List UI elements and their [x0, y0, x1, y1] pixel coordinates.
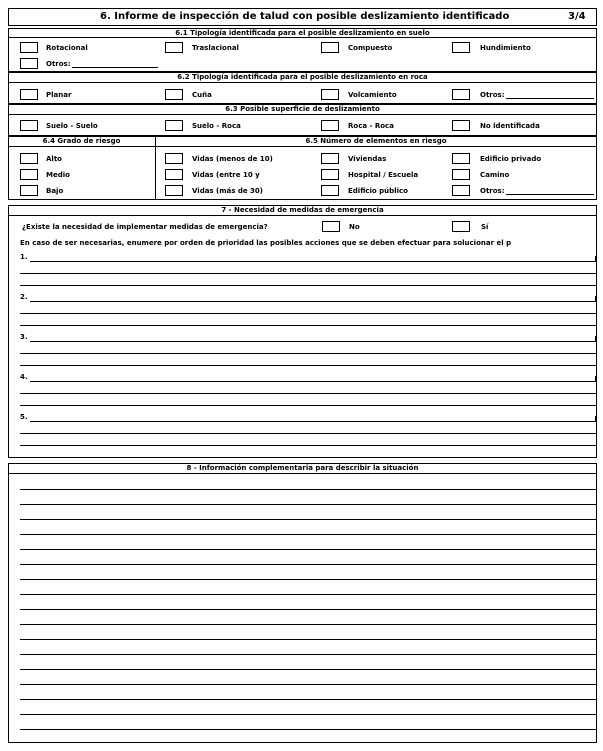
info-line[interactable]: [20, 609, 596, 610]
otros-suelo-line[interactable]: [72, 67, 158, 68]
action-line[interactable]: [30, 261, 596, 262]
action-line[interactable]: [20, 325, 596, 326]
checkbox-hundimiento[interactable]: [452, 42, 470, 53]
section-7-title: 7 - Necesidad de medidas de emergencia: [221, 206, 384, 214]
section-8: [8, 463, 597, 743]
checkbox-rotacional[interactable]: [20, 42, 38, 53]
info-line[interactable]: [20, 639, 596, 640]
info-line[interactable]: [20, 624, 596, 625]
info-line[interactable]: [20, 684, 596, 685]
section-6-3-title: 6.3 Posible superficie de deslizamiento: [225, 105, 380, 113]
label-si: Sí: [481, 223, 489, 231]
section-6-1-title: 6.1 Tipología identificada para el posible deslizamiento en suelo: [175, 29, 430, 37]
checkbox-traslacional[interactable]: [165, 42, 183, 53]
action-line[interactable]: [20, 445, 596, 446]
checkbox-roca-roca[interactable]: [321, 120, 339, 131]
label-traslacional: Traslacional: [192, 44, 239, 52]
label-roca-roca: Roca - Roca: [348, 122, 394, 130]
action-line[interactable]: [20, 313, 596, 314]
line-end-tick: [595, 296, 596, 301]
checkbox-cuna[interactable]: [165, 89, 183, 100]
action-number: 2.: [20, 293, 28, 301]
action-line[interactable]: [20, 353, 596, 354]
label-alto: Alto: [46, 155, 62, 163]
checkbox-suelo-suelo[interactable]: [20, 120, 38, 131]
info-line[interactable]: [20, 714, 596, 715]
info-line[interactable]: [20, 519, 596, 520]
checkbox-camino[interactable]: [452, 169, 470, 180]
checkbox-bajo[interactable]: [20, 185, 38, 196]
action-line[interactable]: [20, 433, 596, 434]
label-medio: Medio: [46, 171, 70, 179]
checkbox-edificio-publico[interactable]: [321, 185, 339, 196]
checkbox-vidas-menos-10[interactable]: [165, 153, 183, 164]
checkbox-volcamiento[interactable]: [321, 89, 339, 100]
label-edificio-privado: Edificio privado: [480, 155, 542, 163]
label-edificio-publico: Edificio público: [348, 187, 408, 195]
label-rotacional: Rotacional: [46, 44, 88, 52]
info-line[interactable]: [20, 564, 596, 565]
form-title: 6. Informe de inspección de talud con posible deslizamiento identificado: [100, 11, 510, 22]
actions-instruction: En caso de ser necesarias, enumere por orden de prioridad las posibles acciones que se deben efectuar para solucionar el p: [20, 239, 512, 247]
action-line[interactable]: [20, 365, 596, 366]
label-bajo: Bajo: [46, 187, 64, 195]
info-line[interactable]: [20, 669, 596, 670]
info-line[interactable]: [20, 729, 596, 730]
label-otros-roca: Otros:: [480, 91, 505, 99]
label-cuna: Cuña: [192, 91, 212, 99]
action-line[interactable]: [20, 285, 596, 286]
action-line[interactable]: [30, 421, 596, 422]
info-line[interactable]: [20, 699, 596, 700]
info-line[interactable]: [20, 594, 596, 595]
line-end-tick: [595, 256, 596, 261]
checkbox-hospital-escuela[interactable]: [321, 169, 339, 180]
emergency-question: ¿Existe la necesidad de implementar medidas de emergencia?: [22, 223, 268, 231]
label-camino: Camino: [480, 171, 510, 179]
action-number: 4.: [20, 373, 28, 381]
action-line[interactable]: [30, 381, 596, 382]
label-compuesto: Compuesto: [348, 44, 393, 52]
label-hospital-escuela: Hospital / Escuela: [348, 171, 419, 179]
action-line[interactable]: [20, 273, 596, 274]
checkbox-vidas-entre[interactable]: [165, 169, 183, 180]
label-otros-suelo: Otros:: [46, 60, 71, 68]
checkbox-medio[interactable]: [20, 169, 38, 180]
label-otros-elementos: Otros:: [480, 187, 505, 195]
checkbox-edificio-privado[interactable]: [452, 153, 470, 164]
section-6-5-title: 6.5 Número de elementos en riesgo: [305, 137, 447, 145]
label-no-identificada: No identificada: [480, 122, 540, 130]
checkbox-alto[interactable]: [20, 153, 38, 164]
checkbox-planar[interactable]: [20, 89, 38, 100]
info-line[interactable]: [20, 534, 596, 535]
action-number: 3.: [20, 333, 28, 341]
checkbox-suelo-roca[interactable]: [165, 120, 183, 131]
info-line[interactable]: [20, 654, 596, 655]
label-no: No: [349, 223, 360, 231]
info-line[interactable]: [20, 489, 596, 490]
checkbox-otros-suelo[interactable]: [20, 58, 38, 69]
section-6-4-title: 6.4 Grado de riesgo: [42, 137, 121, 145]
info-line[interactable]: [20, 579, 596, 580]
section-6-2-title: 6.2 Tipología identificada para el posible deslizamiento en roca: [177, 73, 428, 81]
checkbox-otros-elementos[interactable]: [452, 185, 470, 196]
action-line[interactable]: [30, 301, 596, 302]
label-vidas-entre: Vidas (entre 10 y: [192, 171, 260, 179]
checkbox-compuesto[interactable]: [321, 42, 339, 53]
checkbox-no-identificada[interactable]: [452, 120, 470, 131]
label-viviendas: Viviendas: [348, 155, 387, 163]
info-line[interactable]: [20, 549, 596, 550]
label-volcamiento: Volcamiento: [348, 91, 397, 99]
label-hundimiento: Hundimiento: [480, 44, 531, 52]
action-line[interactable]: [30, 341, 596, 342]
action-line[interactable]: [20, 393, 596, 394]
action-line[interactable]: [20, 405, 596, 406]
checkbox-si[interactable]: [452, 221, 470, 232]
line-end-tick: [595, 376, 596, 381]
section-8-title: 8 - Información complementaria para describir la situación: [186, 464, 419, 472]
line-end-tick: [595, 416, 596, 421]
label-vidas-menos-10: Vidas (menos de 10): [192, 155, 273, 163]
checkbox-vidas-mas-30[interactable]: [165, 185, 183, 196]
otros-roca-line[interactable]: [506, 98, 594, 99]
info-line[interactable]: [20, 504, 596, 505]
otros-elementos-line[interactable]: [506, 194, 594, 195]
action-number: 1.: [20, 253, 28, 261]
label-vidas-mas-30: Vidas (más de 30): [192, 187, 263, 195]
label-suelo-roca: Suelo - Roca: [192, 122, 241, 130]
page-number: 3/4: [568, 11, 586, 22]
line-end-tick: [595, 336, 596, 341]
action-number: 5.: [20, 413, 28, 421]
checkbox-no[interactable]: [322, 221, 340, 232]
checkbox-viviendas[interactable]: [321, 153, 339, 164]
label-suelo-suelo: Suelo - Suelo: [46, 122, 98, 130]
checkbox-otros-roca[interactable]: [452, 89, 470, 100]
label-planar: Planar: [46, 91, 72, 99]
